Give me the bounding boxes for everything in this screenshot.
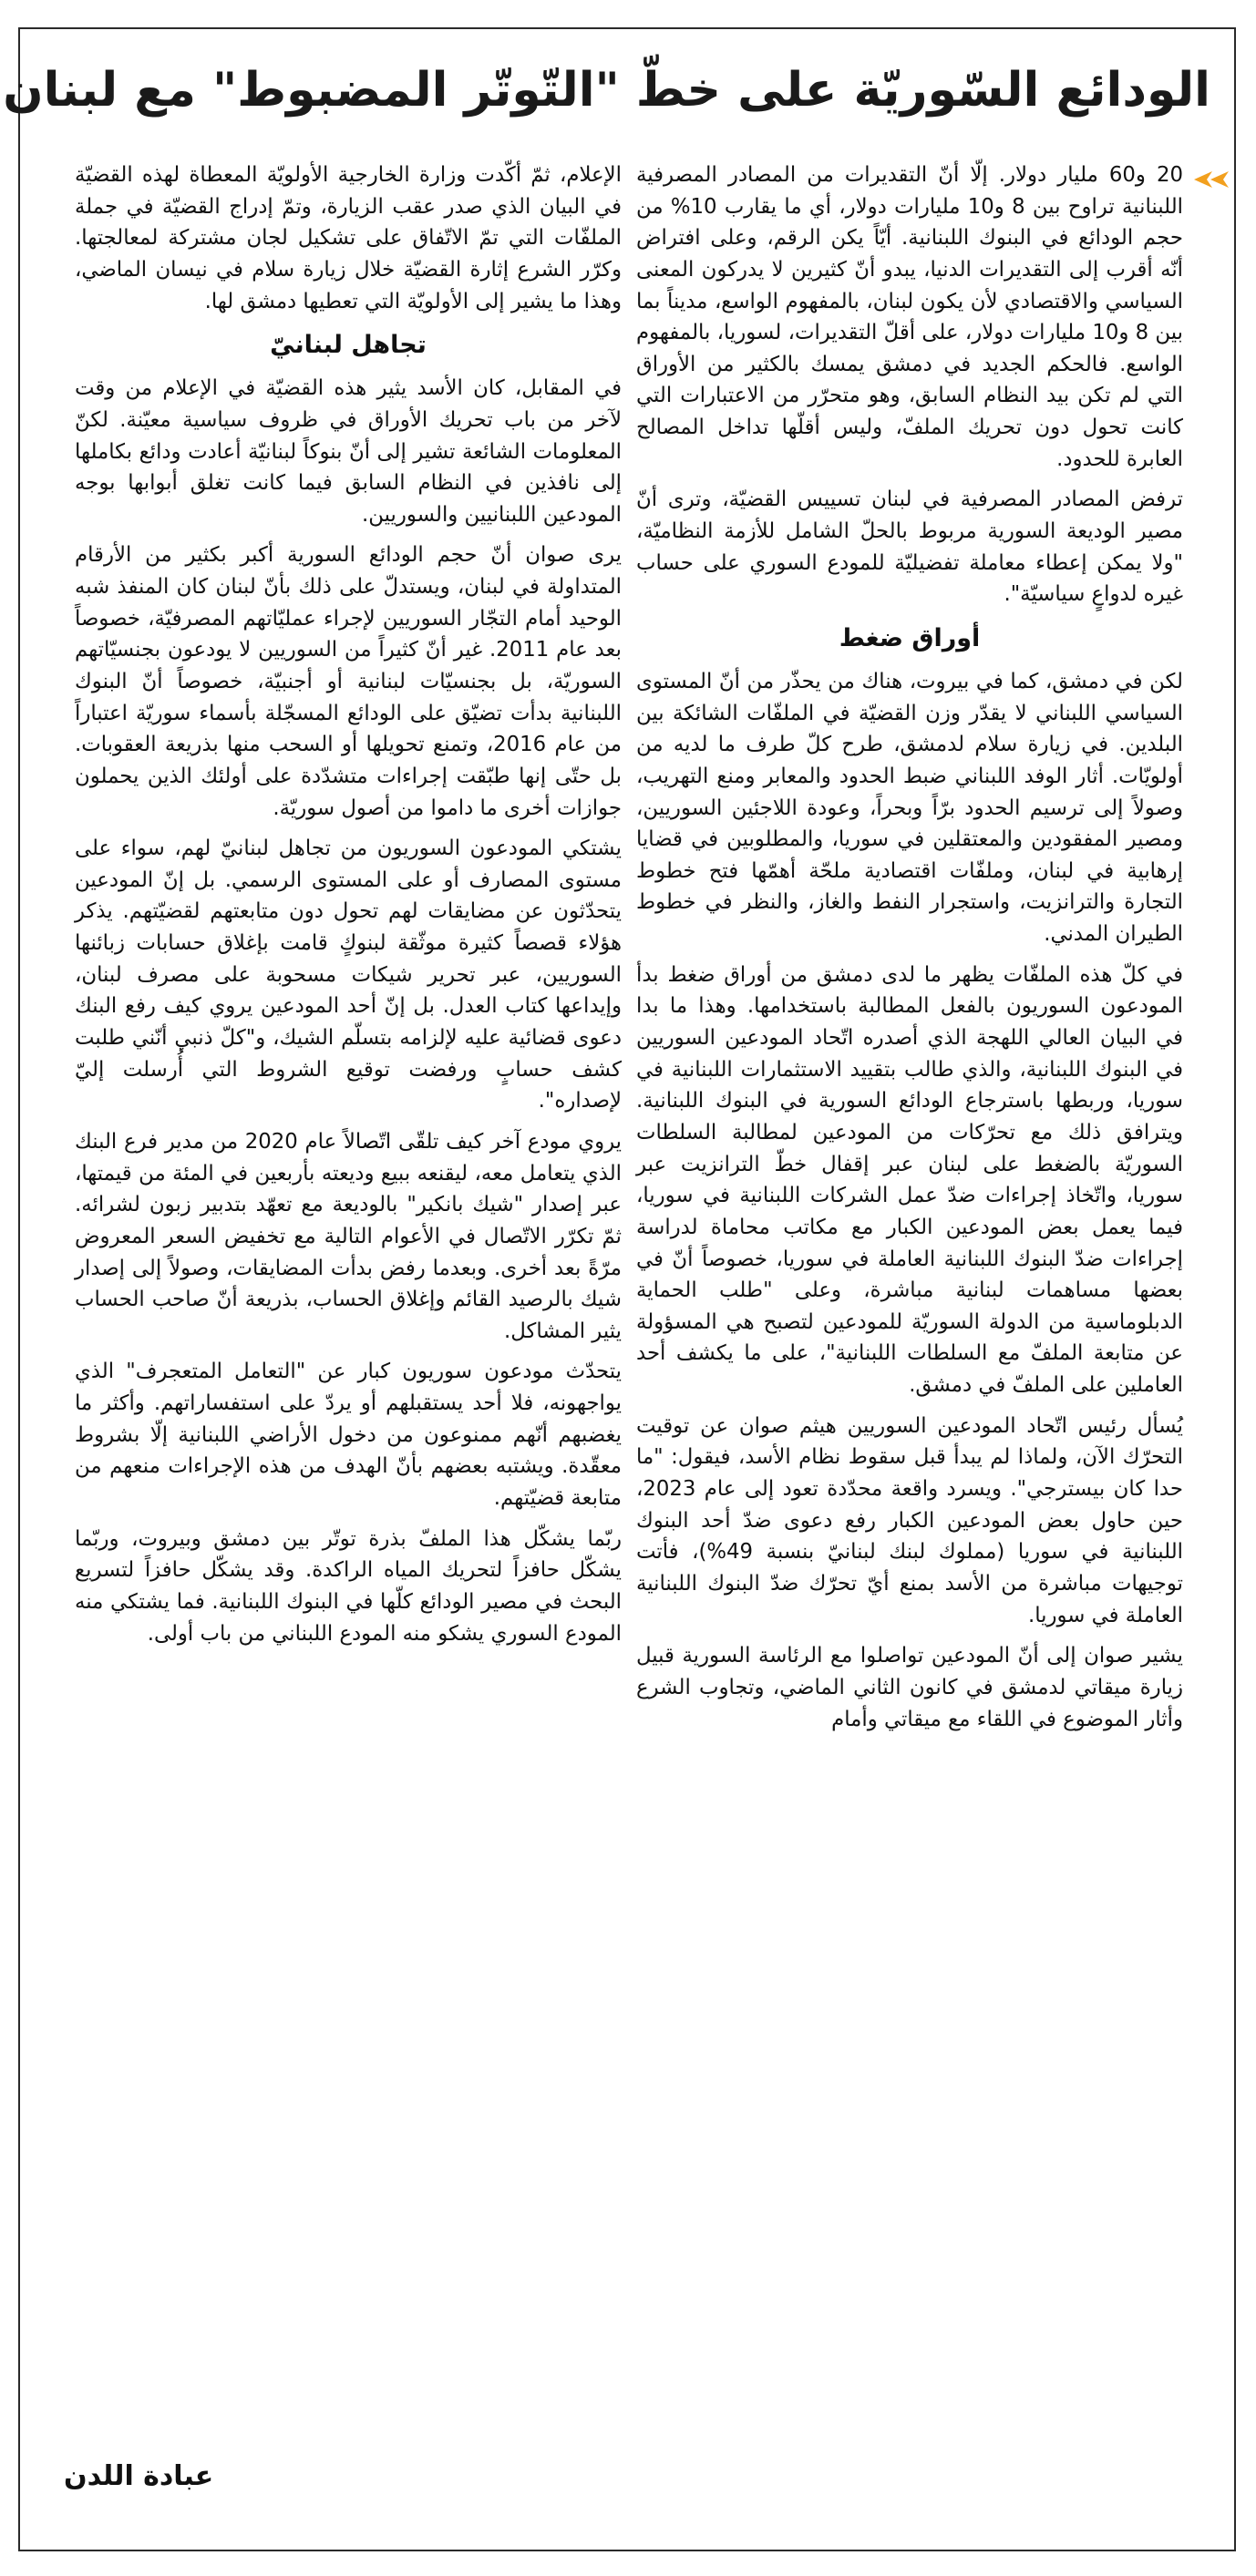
paragraph: يروي مودع آخر كيف تلقّى اتّصالاً عام 2020 من مدير فرع البنك الذي يتعامل معه، ليقنعه ببيع وديعته بأربعين في المئة من قيمتها، عبر إصدار "شيك بانكير" بالوديعة مع تعهّد بتدبير زبون لشرائه. ثمّ تكرّر الاتّصال في الأعوام التالية مع تخفيض السعر المعروض مرّةً بعد أخرى. وبعدما رفض بدأت المضايقات، وصولاً إلى إصدار شيك بالرصيد القائم وإغلاق الحساب، بذريعة أنّ صاحب الحساب يثير المشاكل. [75, 1129, 623, 1343]
paragraph: في كلّ هذه الملفّات يظهر ما لدى دمشق من أوراق ضغط بدأ المودعون السوريون بالفعل المطالبة باستخدامها. وهذا ما بدا في البيان العالي اللهجة الذي أصدره اتّحاد المودعين السوريين في البنوك اللبنانية، والذي طالب بتقييد الاستثمارات اللبنانية في سوريا، وربطها باسترجاع الودائع السورية في البنوك اللبنانية. ويترافق ذلك مع تحرّكات من المودعين لمطالبة السلطات السوريّة بالضغط على لبنان عبر إقفال خطّ الترانزيت عبر سوريا، واتّخاذ إجراءات ضدّ عمل الشركات اللبنانية في سوريا، فيما يعمل بعض المودعين الكبار مع مكاتب محاماة لدراسة إجراءات ضدّ البنوك اللبنانية العاملة في سوريا، خصوصاً أنّ في بعضها مساهمات لبنانية مباشرة، وعلى "طلب الحماية الدبلوماسية من الدولة السوريّة للمودعين لتصبح هي المسؤولة عن متابعة الملفّ مع السلطات اللبنانية"، على ما يكشف أحد العاملين على الملفّ في دمشق. [636, 962, 1183, 1398]
article-headline: الودائع السّوريّة على خطّ "التّوتّر المضبوط" مع لبنان [3, 63, 1210, 118]
section-subhead: أوراق ضغط [839, 623, 981, 652]
paragraph: 20 و60 مليار دولار. إلّا أنّ التقديرات من المصادر المصرفية اللبنانية تراوح بين 8 و10 مليارات دولار، أي ما يقارب 10% من حجم الودائع في البنوك اللبنانية. أيّاً يكن الرقم، وعلى افتراض أنّه أقرب إلى التقديرات الدنيا، يبدو أنّ كثيرين لا يدركون المعنى السياسي والاقتصادي لأن يكون لبنان، بالمفهوم الواسع، مديناً بما بين 8 و10 مليارات دولار، على أقلّ التقديرات، لسوريا، بالمفهوم الواسع. فالحكم الجديد في دمشق يمسك بالكثير من الأوراق التي لم تكن بيد النظام السابق، وهو متحرّر من الاعتبارات التي كانت تحول دون تحريك الملفّ، وليس أقلّها تداخل المصالح العابرة للحدود. [636, 163, 1183, 471]
paragraph: يشتكي المودعون السوريون من تجاهل لبنانيّ لهم، سواء على مستوى المصارف أو على المستوى الرسمي. بل إنّ المودعين يتحدّثون عن مضايقات لهم تحول دون متابعتهم لقضيّتهم. يذكر هؤلاء قصصاً كثيرة موثّقة لبنوكٍ قامت بإغلاق حسابات زبائنها السوريين، عبر تحرير شيكات مسحوبة على مصرف لبنان، وإيداعها كتاب العدل. بل إنّ أحد المودعين يروي كيف رفع البنك دعوى قضائية عليه لإلزامه بتسلّم الشيك، و"كلّ ذنبي أنّني طلبت كشف حسابٍ ورفضت توقيع الشروط التي أُرسلت إليّ لإصداره". [75, 836, 622, 1114]
paragraph: الإعلام، ثمّ أكّدت وزارة الخارجية الأولويّة المعطاة لهذه القضيّة في البيان الذي صدر عقب الزيارة، وتمّ إدراج القضيّة في جملة الملفّات التي تمّ الاتّفاق على تشكيل لجان مشتركة لمعالجتها. وكرّر الشرع إثارة القضيّة خلال زيارة سلام في نيسان الماضي، وهذا ما يشير إلى الأولويّة التي تعطيها دمشق لها. [75, 163, 622, 313]
paragraph: يرى صوان أنّ حجم الودائع السورية أكبر بكثير من الأرقام المتداولة في لبنان، ويستدلّ على ذلك بأنّ لبنان كان المنفذ شبه الوحيد أمام التجّار السوريين لإجراء عمليّاتهم المصرفيّة، خصوصاً بعد عام 2011. غير أنّ كثيراً من السوريين لا يودعون بجنسيّاتهم السوريّة، بل بجنسيّات لبنانية أو أجنبيّة، خصوصاً أنّ البنوك اللبنانية بدأت تضيّق على الودائع المسجّلة بأسماء سوريّة اعتباراً من عام 2016، وتمنع تحويلها أو السحب منها بذريعة العقوبات. بل حتّى إنها طبّقت إجراءات متشدّدة على أولئك الذين يحملون جوازات أخرى ما داموا من أصول سوريّة. [75, 543, 622, 820]
paragraph: ترفض المصادر المصرفية في لبنان تسييس القضيّة، وترى أنّ مصير الوديعة السورية مربوط بالحلّ الشامل للأزمة النظاميّة، "ولا يمكن إعطاء معاملة تفضيليّة للمودع السوري على حساب غيره لدواعٍ سياسيّة". [636, 487, 1183, 607]
left-column [75, 159, 622, 2485]
paragraph: في المقابل، كان الأسد يثير هذه القضيّة في الإعلام من وقت لآخر من باب تحريك الأوراق في ظروف سياسية معيّنة. لكنّ المعلومات الشائعة تشير إلى أنّ بنوكاً لبنانيّة أعادت ودائع بكاملها إلى نافذين في النظام السابق فيما كانت تغلق أبوابها بوجه المودعين اللبنانيين والسوريين. [75, 376, 622, 527]
paragraph: يتحدّث مودعون سوريون كبار عن "التعامل المتعجرف" الذي يواجهونه، فلا أحد يستقبلهم أو يردّ على استفساراتهم. وأكثر ما يغضبهم أنّهم ممنوعون من دخول الأراضي اللبنانية إلّا بشروط معقّدة. ويشتبه بعضهم بأنّ الهدف من هذه الإجراءات منعهم من متابعة قضيّتهم. [75, 1360, 622, 1511]
paragraph: لكن في دمشق، كما في بيروت، هناك من يحذّر من أنّ المستوى السياسي اللبناني لا يقدّر وزن القضيّة في الملفّات الشائكة بين البلدين. في زيارة سلام لدمشق، طرح كلّ طرف ما لديه من أولويّات. أثار الوفد اللبناني ضبط الحدود والمعابر ومنع التهريب، وصولاً إلى ترسيم الحدود برّاً وبحراً، وعودة اللاجئين السوريين، ومصير المفقودين والمعتقلين في سوريا، والمطلوبين في قضايا إرهابية في لبنان، وملفّات اقتصادية ملحّة أهمّها فتح خطوط التجارة والترانزيت، واستجرار النفط والغاز، والنظر في خطوط الطيران المدني. [636, 670, 1183, 947]
arrow-left-icon [1192, 169, 1232, 190]
author-byline: عبادة اللدن [64, 2460, 214, 2492]
paragraph: يُسأل رئيس اتّحاد المودعين السوريين هيثم صوان عن توقيت التحرّك الآن، ولماذا لم يبدأ قبل سقوط نظام الأسد، فيقول: "ما حدا كان بيسترجي". ويسرد واقعة محدّدة تعود إلى عام 2023، حين حاول بعض المودعين الكبار رفع دعوى ضدّ أحد البنوك اللبنانية في سوريا (مملوك لبنك لبنانيّ بنسبة 49%)، فأتت توجيهات مباشرة من الأسد بمنع أيّ تحرّك ضدّ البنوك اللبنانية العاملة في سوريا. [636, 1413, 1183, 1627]
section-subhead: تجاهل لبنانيّ [270, 331, 427, 360]
paragraph: يشير صوان إلى أنّ المودعين تواصلوا مع الرئاسة السورية قبيل زيارة ميقاتي لدمشق في كانون الثاني الماضي، وتجاوب الشرع وأثار الموضوع في اللقاء مع ميقاتي وأمام [636, 1644, 1183, 1731]
right-column [636, 159, 1183, 1744]
paragraph: ربّما يشكّل هذا الملفّ بذرة توتّر بين دمشق وبيروت، وربّما يشكّل حافزاً لتحريك المياه الراكدة. وقد يشكّل حافزاً لتسريع البحث في مصير الودائع كلّها في البنوك اللبنانية. فما يشتكي منه المودع السوري يشكو منه المودع اللبناني من باب أولى. [75, 1526, 622, 1646]
